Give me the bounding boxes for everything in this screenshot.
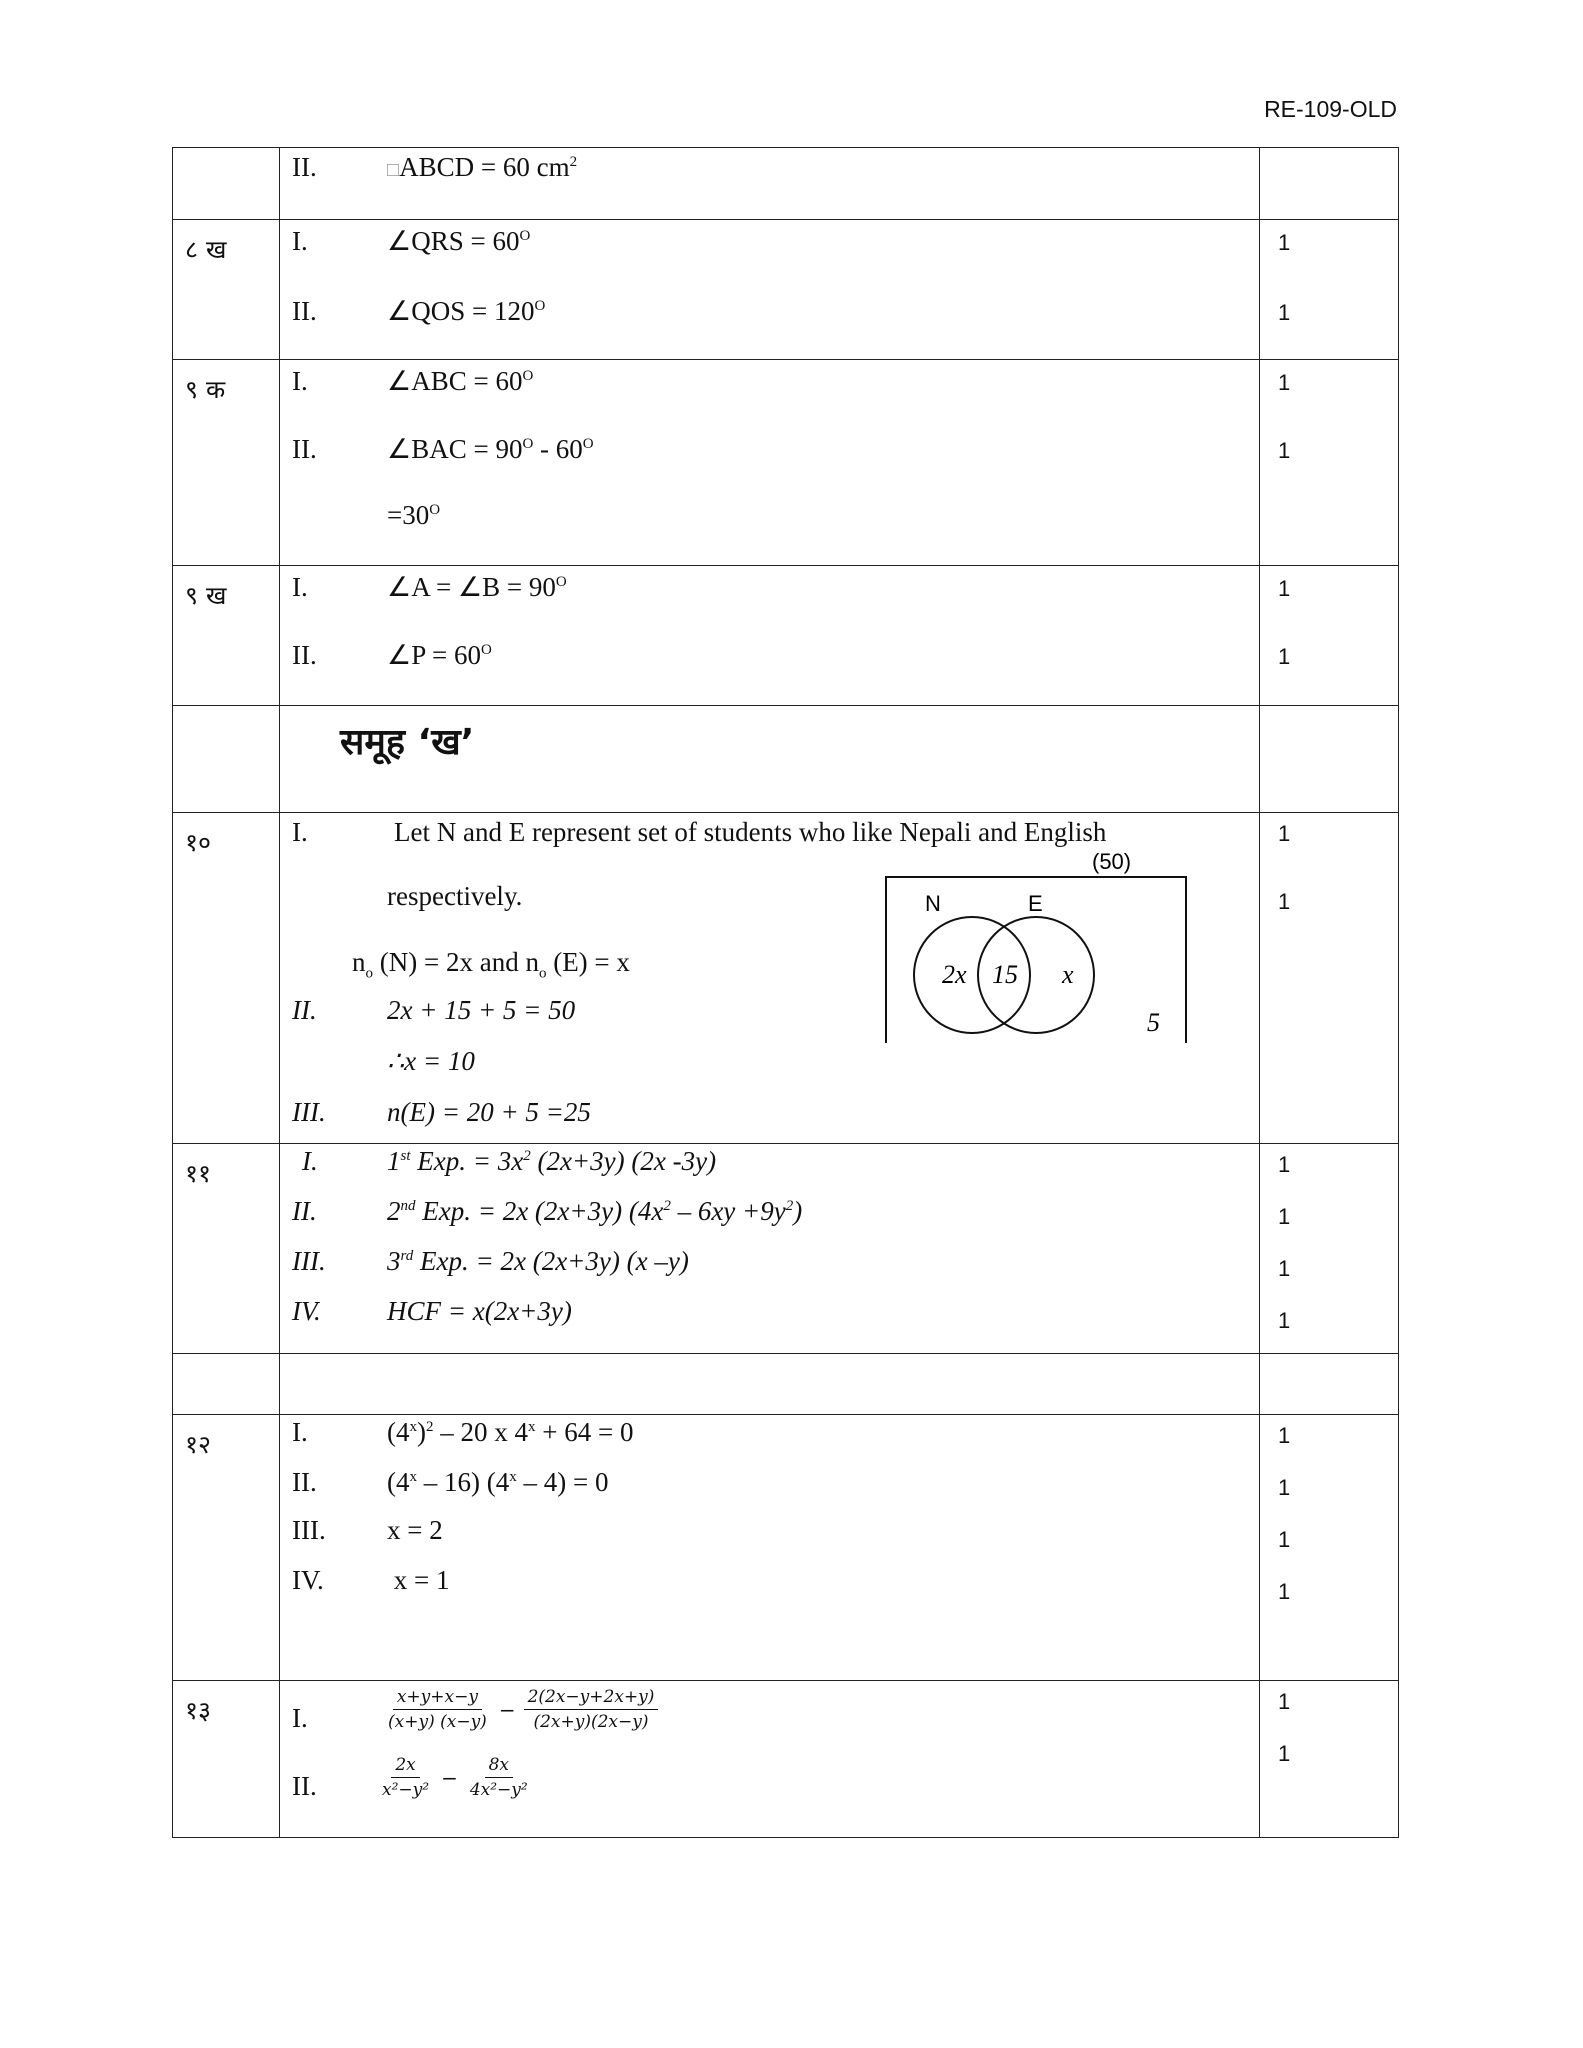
step-number: II. (292, 152, 317, 182)
step-number: I. (292, 226, 308, 256)
step-expression (387, 1467, 608, 1498)
marks-cell (1260, 220, 1399, 360)
venn-diagram (870, 843, 1190, 1043)
expr-text: (4 (387, 1467, 410, 1497)
marks-cell (1260, 566, 1399, 706)
step-number: I. (292, 1703, 308, 1733)
region-intersection: 15 (992, 960, 1018, 989)
mark-value: 1 (1278, 300, 1291, 325)
expr-text: ∠A = ∠B = 90 (387, 572, 556, 602)
step-expression: ∴x = 10 (387, 1046, 475, 1076)
step-expression: 2x + 15 + 5 = 50 (387, 995, 576, 1025)
question-number-cell (173, 1354, 280, 1415)
superscript: O (429, 502, 441, 518)
step-expression: respectively. (387, 881, 523, 911)
group-title: समूह ‘ख’ (340, 722, 475, 763)
marking-scheme-table (172, 147, 1399, 1838)
step-expression (387, 572, 567, 603)
mark-value: 1 (1278, 889, 1291, 914)
step-expression (387, 366, 533, 397)
superscript: O (522, 368, 534, 384)
expr-text: ∠BAC = 90 (387, 434, 523, 464)
step-expression (387, 226, 530, 257)
region-outside: 5 (1147, 1008, 1160, 1037)
mark-value: 1 (1278, 1689, 1291, 1714)
step-number: I. (292, 572, 308, 602)
question-number: १३ (185, 1696, 212, 1725)
step-number: II. (292, 640, 317, 670)
step-expression (387, 1196, 802, 1227)
superscript: O (582, 436, 594, 452)
table-row (173, 360, 1399, 566)
step-number: I. (292, 817, 308, 847)
step-expression (352, 947, 630, 982)
superscript: x (409, 1469, 417, 1485)
mark-value: 1 (1278, 821, 1291, 846)
table-row (173, 1354, 1399, 1415)
mark-value: 1 (1278, 644, 1291, 669)
document-code: RE-109-OLD (1264, 96, 1397, 122)
universal-set-label: (50) (1092, 849, 1132, 874)
operator: − (441, 1765, 458, 1790)
expr-text: ∠QRS = 60 (387, 226, 520, 256)
step-number: I. (292, 1417, 308, 1447)
step-expression: HCF = x(2x+3y) (387, 1296, 572, 1326)
step-number: IV. (292, 1565, 324, 1595)
step-number: III. (292, 1246, 326, 1276)
denominator: (x+y) (x−y) (388, 1712, 487, 1732)
answer-cell (280, 1354, 1260, 1415)
marks-cell (1260, 706, 1399, 813)
answer-cell (280, 220, 1260, 360)
expr-text: Exp. = 2x (2x+3y) (4x (415, 1196, 664, 1226)
expr-text: – 4) = 0 (516, 1467, 609, 1497)
denominator: x²−y² (382, 1780, 430, 1800)
expr-text: – 6xy +9y (670, 1196, 786, 1226)
mark-value: 1 (1278, 1475, 1291, 1500)
box-symbol: □ (387, 159, 400, 181)
table-row (173, 1681, 1399, 1838)
marks-cell (1260, 1681, 1399, 1838)
expr-text: ) (417, 1417, 426, 1447)
set-n-label: N (925, 891, 941, 916)
step-number: I. (292, 366, 308, 396)
fraction (524, 1687, 659, 1732)
step-expression: n(E) = 20 + 5 =25 (387, 1097, 591, 1127)
step-expression: Let N and E represent set of students who like Nepali and English (394, 817, 1107, 847)
answer-cell (280, 1415, 1260, 1681)
step-expression (387, 640, 492, 671)
marks-cell (1260, 1415, 1399, 1681)
expr-text: ∠P = 60 (387, 640, 481, 670)
step-number: II. (292, 1467, 317, 1497)
question-number: ११ (185, 1159, 212, 1188)
step-expression (387, 296, 545, 327)
step-expression (387, 434, 594, 465)
fraction (384, 1687, 491, 1732)
expr-text: n (352, 947, 366, 977)
step-expression (387, 1246, 689, 1277)
step-number: I. (302, 1146, 318, 1176)
fraction-expression (384, 1687, 658, 1732)
step-expression (387, 500, 440, 531)
table-row (173, 813, 1399, 1144)
answer-cell (280, 360, 1260, 566)
superscript: 2 (523, 1148, 531, 1164)
table-row (173, 220, 1399, 360)
numerator: x+y+x−y (393, 1687, 482, 1710)
mark-value: 1 (1278, 1256, 1291, 1281)
expr-text: Exp. = 2x (2x+3y) (x –y) (413, 1246, 689, 1276)
question-number-cell (173, 706, 280, 813)
expr-text: - 60 (533, 434, 583, 464)
numerator: 2x (391, 1755, 419, 1778)
superscript: 2 (426, 1419, 434, 1435)
step-expression (387, 152, 577, 183)
superscript: O (522, 436, 534, 452)
table-row (173, 566, 1399, 706)
answer-cell (280, 706, 1260, 813)
superscript: 2 (785, 1198, 794, 1214)
mark-value: 1 (1278, 1741, 1291, 1766)
expr-text: (2x+3y) (2x -3y) (530, 1146, 717, 1176)
superscript: st (400, 1148, 411, 1164)
mark-value: 1 (1278, 438, 1291, 463)
operator: − (498, 1697, 516, 1722)
fraction-expression (378, 1755, 532, 1800)
step-expression (387, 1146, 716, 1177)
expr-text: (N) = 2x and n (373, 947, 539, 977)
step-number: III. (292, 1515, 326, 1545)
expr-text: – 16) (4 (417, 1467, 510, 1497)
mark-value: 1 (1278, 1579, 1291, 1604)
step-expression: x = 1 (387, 1565, 450, 1595)
table-row (173, 148, 1399, 220)
subscript: o (365, 965, 373, 982)
subscript: o (538, 965, 547, 982)
superscript: O (480, 642, 492, 658)
answer-cell (280, 1144, 1260, 1354)
numerator: 2(2x−y+2x+y) (524, 1687, 659, 1710)
superscript: rd (400, 1248, 414, 1264)
mark-value: 1 (1278, 1423, 1291, 1448)
region-only-n: 2x (942, 960, 967, 989)
set-e-label: E (1028, 891, 1043, 916)
superscript: 2 (663, 1198, 671, 1214)
question-number: ८ ख (185, 235, 227, 264)
table-row (173, 706, 1399, 813)
superscript: x (528, 1419, 536, 1435)
denominator: 4x²−y² (469, 1780, 528, 1800)
answer-cell (280, 1681, 1260, 1838)
marks-cell (1260, 148, 1399, 220)
table-row (173, 1415, 1399, 1681)
superscript: x (509, 1469, 517, 1485)
expr-text: + 64 = 0 (535, 1417, 634, 1447)
question-number: ९ क (185, 375, 226, 404)
expr-text: =30 (387, 500, 430, 530)
expr-text: 1 (387, 1146, 401, 1176)
mark-value: 1 (1278, 230, 1291, 255)
superscript: O (534, 298, 546, 314)
step-number: II. (292, 434, 317, 464)
mark-value: 1 (1278, 1204, 1291, 1229)
step-number: IV. (292, 1296, 321, 1326)
answer-cell (280, 813, 1260, 1144)
step-expression: x = 2 (387, 1515, 443, 1545)
expr-text: ) (793, 1196, 803, 1226)
superscript: 2 (569, 154, 578, 170)
step-number: II. (292, 995, 317, 1025)
answer-cell (280, 566, 1260, 706)
table-row (173, 1144, 1399, 1354)
mark-value: 1 (1278, 370, 1291, 395)
expr-text: (E) = x (546, 947, 630, 977)
mark-value: 1 (1278, 576, 1291, 601)
expr-text: ∠QOS = 120 (387, 296, 535, 326)
mark-value: 1 (1278, 1308, 1291, 1333)
expr-text: ABCD = 60 cm (399, 152, 570, 182)
mark-value: 1 (1278, 1152, 1291, 1177)
region-only-e: x (1062, 960, 1074, 989)
marks-cell (1260, 360, 1399, 566)
marks-cell (1260, 813, 1399, 1144)
numerator: 8x (485, 1755, 513, 1778)
question-number-cell (173, 148, 280, 220)
answer-cell (280, 148, 1260, 220)
expr-text: Exp. = 3x (410, 1146, 524, 1176)
question-number: ९ ख (185, 581, 227, 610)
superscript: x (409, 1419, 417, 1435)
expr-text: – 20 x 4 (433, 1417, 528, 1447)
step-number: II. (292, 296, 317, 326)
marks-cell (1260, 1354, 1399, 1415)
superscript: O (555, 574, 567, 590)
superscript: nd (400, 1198, 416, 1214)
expr-text: 2 (387, 1196, 401, 1226)
question-number: १० (185, 828, 212, 857)
step-number: II. (292, 1771, 317, 1801)
marks-cell (1260, 1144, 1399, 1354)
mark-value: 1 (1278, 1527, 1291, 1552)
step-number: III. (292, 1097, 326, 1127)
superscript: O (519, 228, 531, 244)
question-number: १२ (185, 1430, 212, 1459)
fraction (378, 1755, 433, 1800)
expr-text: 3 (387, 1246, 401, 1276)
step-expression (387, 1417, 633, 1448)
fraction (466, 1755, 532, 1800)
step-number: II. (292, 1196, 317, 1226)
expr-text: ∠ABC = 60 (387, 366, 523, 396)
expr-text: (4 (387, 1417, 410, 1447)
denominator: (2x+y)(2x−y) (533, 1712, 649, 1732)
